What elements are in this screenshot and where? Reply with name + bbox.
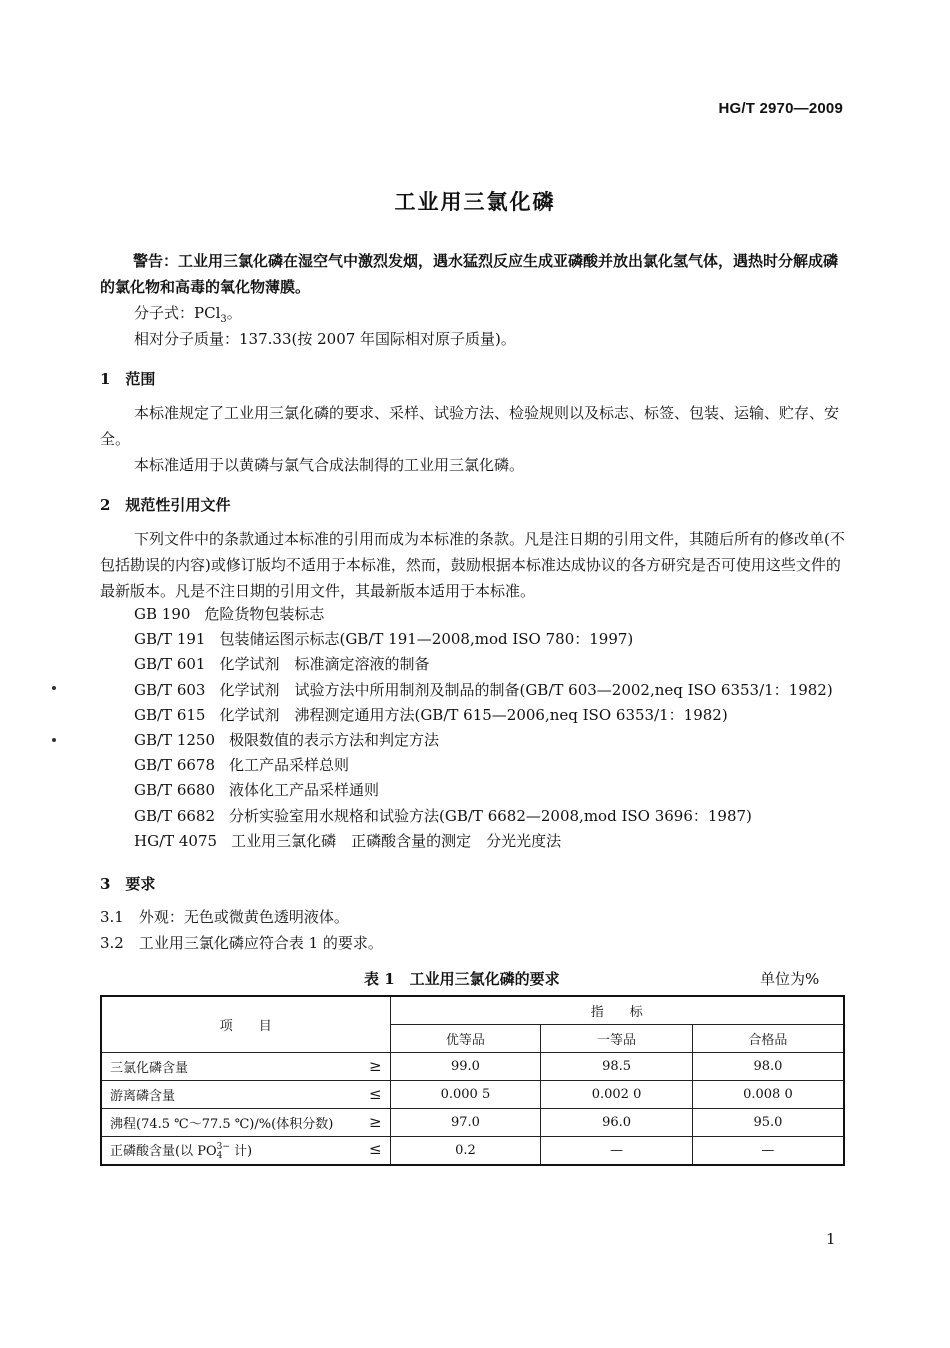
reference-item [134,729,439,750]
reference-item [134,779,379,800]
table-cell: 98.5 [541,1053,693,1081]
requirements-table [100,995,845,1166]
reference-title: 化学试剂 试验方法中所用制剂及制品的制备(GB/T 603—2002,neq ISO 6353/1：1982) [219,680,833,699]
requirement-3-1: 3.1 外观：无色或微黄色透明液体。 [100,908,349,926]
reference-code: GB/T 1250 [134,731,216,749]
table-unit: 单位为% [760,970,820,988]
table-cell: 96.0 [541,1109,693,1137]
reference-code: GB/T 615 [134,705,206,724]
reference-title: 工业用三氯化磷 正磷酸含量的测定 分光光度法 [231,831,562,850]
table-row-item: 沸程(74.5 ℃～77.5 ℃)/%(体积分数) ≥ [101,1109,390,1137]
reference-code: GB/T 191 [134,630,206,649]
reference-item [134,603,324,624]
table-cell: 0.008 0 [692,1081,844,1109]
table-cell: 97.0 [390,1109,541,1137]
reference-title: 极限数值的表示方法和判定方法 [229,731,440,749]
section-2-paragraph: 下列文件中的条款通过本标准的引用而成为本标准的条款。凡是注日期的引用文件，其随后所有的修改单(不包括勘误的内容)或修订版均不适用于本标准，然而，鼓励根据本标准达成协议的各方研究是否可使用这些文件的最新版本。凡是不注日期的引用文件，其最新版本适用于本标准。 [100,530,845,600]
table-cell: 99.0 [390,1053,541,1081]
table-row [101,1081,844,1109]
reference-item [134,628,633,649]
table-row-item: 游离磷含量 ≤ [101,1081,390,1109]
table-header-grade: 一等品 [541,1025,693,1053]
section-2-heading: 2 规范性引用文件 [100,496,231,514]
molecular-formula: 分子式：PCl$_3$。 [134,304,242,325]
table-header-indicator: 指 标 [390,996,844,1025]
warning-paragraph: 警告：工业用三氯化磷在湿空气中激烈发烟，遇水猛烈反应生成亚磷酸并放出氯化氢气体，遇热时分解成磷的氯化物和高毒的氧化物薄膜。 [100,252,839,296]
reference-title: 危险货物包装标志 [204,605,325,623]
table-row [101,1109,844,1137]
table-row-item: 三氯化磷含量 ≥ [101,1053,390,1081]
table-row-item: 正磷酸含量(以 PO 3− 4 计) ≤ [101,1137,390,1166]
section-3-heading: 3 要求 [100,875,156,893]
scan-speck [52,686,56,690]
table-cell: 0.000 5 [390,1081,541,1109]
reference-code: GB/T 6680 [134,781,216,800]
table-header-item: 项 目 [101,996,390,1053]
table-cell: 95.0 [692,1109,844,1137]
table-cell: 0.002 0 [541,1081,693,1109]
reference-code: GB/T 601 [134,655,206,674]
requirement-3-2: 3.2 工业用三氯化磷应符合表 1 的要求。 [100,934,383,952]
reference-item [134,653,429,674]
reference-code: GB 190 [134,605,191,623]
table-row [101,1053,844,1081]
reference-item [134,830,561,851]
table-cell: 98.0 [692,1053,844,1081]
section-1-heading: 1 范围 [100,370,156,388]
reference-code: GB/T 6682 [134,806,216,825]
section-1-paragraph-2: 本标准适用于以黄磷与氯气合成法制得的工业用三氯化磷。 [134,456,525,474]
table-caption: 表 1 工业用三氯化磷的要求 [364,970,560,988]
reference-item [134,805,752,826]
reference-title: 化学试剂 标准滴定溶液的制备 [219,655,430,674]
molar-mass: 相对分子质量：137.33(按 2007 年国际相对原子质量)。 [134,330,516,348]
reference-item [134,754,349,775]
reference-title: 化学试剂 沸程测定通用方法(GB/T 615—2006,neq ISO 6353/1：1982) [219,705,728,724]
table-cell: — [692,1137,844,1166]
reference-title: 分析实验室用水规格和试验方法(GB/T 6682—2008,mod ISO 3696：1987) [229,806,752,825]
document-title: 工业用三氯化磷 [394,189,556,214]
table-cell: — [541,1137,693,1166]
reference-code: HG/T 4075 [134,831,218,850]
table-header-grade: 优等品 [390,1025,541,1053]
reference-code: GB/T 6678 [134,756,216,775]
standard-code: HG/T 2970—2009 [718,100,843,117]
table-row [101,1137,844,1166]
page-number: 1 [826,1230,836,1248]
reference-item [134,704,728,725]
reference-item [134,679,833,700]
reference-title: 化工产品采样总则 [229,756,350,775]
reference-code: GB/T 603 [134,680,206,699]
table-cell: 0.2 [390,1137,541,1166]
table-header-grade: 合格品 [692,1025,844,1053]
section-1-paragraph-1: 本标准规定了工业用三氯化磷的要求、采样、试验方法、检验规则以及标志、标签、包装、运输、贮存、安全。 [100,404,840,448]
reference-title: 液体化工产品采样通则 [229,781,380,800]
reference-title: 包装储运图示标志(GB/T 191—2008,mod ISO 780：1997) [219,630,634,649]
scan-speck [52,738,56,742]
